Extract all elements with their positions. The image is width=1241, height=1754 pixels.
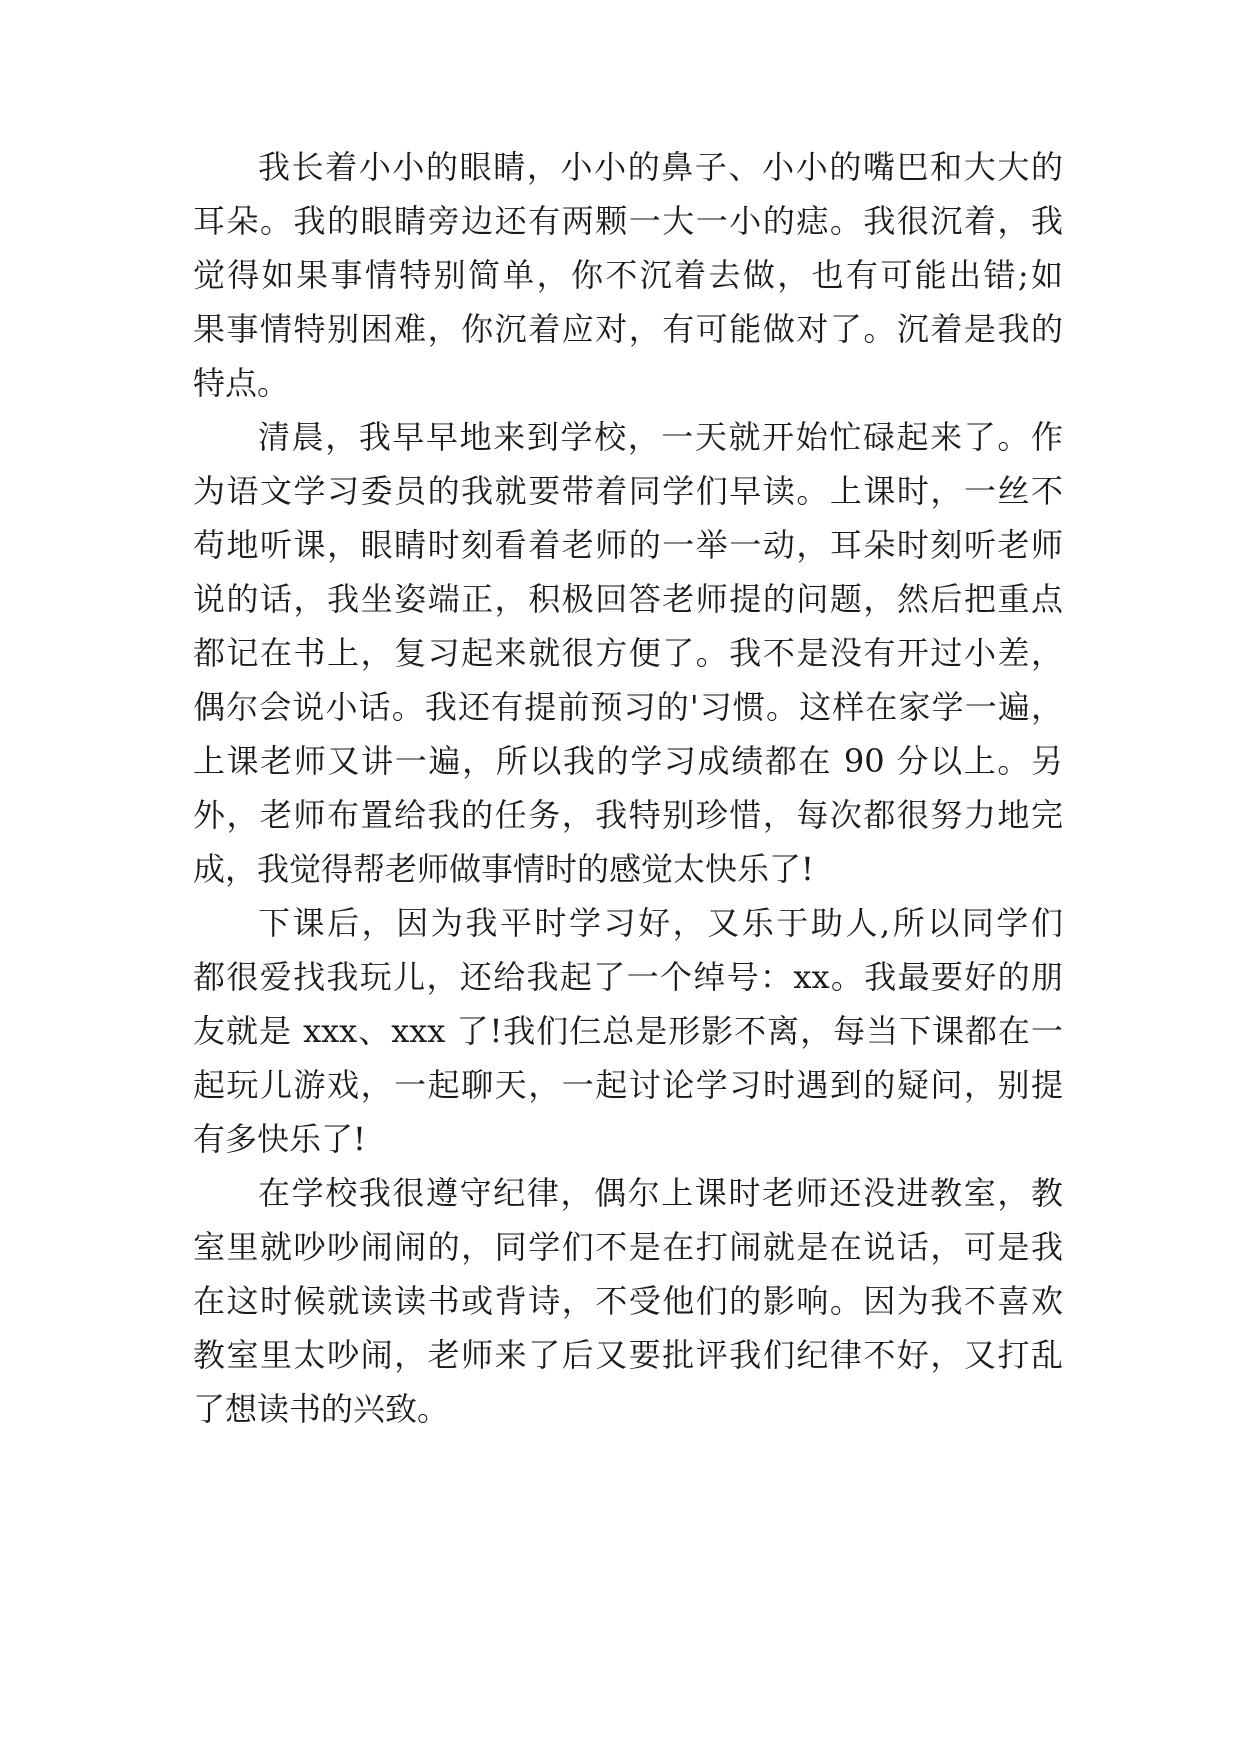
text-line: 都很爱找我玩儿，还给我起了一个绰号：xx。我最要好的朋 (193, 958, 1063, 996)
text-line: 清晨，我早早地来到学校，一天就开始忙碌起来了。作 (258, 418, 1063, 456)
text-line: 说的话，我坐姿端正，积极回答老师提的问题，然后把重点 (193, 580, 1063, 618)
text-line: 有多快乐了! (193, 1120, 366, 1158)
text-line: 为语文学习委员的我就要带着同学们早读。上课时，一丝不 (193, 472, 1063, 510)
text-line: 外，老师布置给我的任务，我特别珍惜，每次都很努力地完 (193, 796, 1063, 834)
text-line: 特点。 (193, 364, 290, 402)
text-line: 都记在书上，复习起来就很方便了。我不是没有开过小差， (193, 634, 1063, 672)
text-line: 觉得如果事情特别简单，你不沉着去做，也有可能出错;如 (193, 256, 1063, 294)
text-line: 起玩儿游戏，一起聊天，一起讨论学习时遇到的疑问，别提 (193, 1066, 1063, 1104)
text-line: 果事情特别困难，你沉着应对，有可能做对了。沉着是我的 (193, 310, 1063, 348)
text-line: 耳朵。我的眼睛旁边还有两颗一大一小的痣。我很沉着，我 (193, 202, 1063, 240)
text-line: 室里就吵吵闹闹的，同学们不是在打闹就是在说话，可是我 (193, 1228, 1063, 1266)
text-line: 教室里太吵闹，老师来了后又要批评我们纪律不好，又打乱 (193, 1336, 1063, 1374)
text-line: 偶尔会说小话。我还有提前预习的'习惯。这样在家学一遍， (193, 688, 1063, 726)
text-line: 我长着小小的眼睛，小小的鼻子、小小的嘴巴和大大的 (258, 148, 1063, 186)
text-line: 在这时候就读读书或背诗，不受他们的影响。因为我不喜欢 (193, 1282, 1063, 1320)
text-line: 了想读书的兴致。 (193, 1390, 450, 1428)
text-line: 友就是 xxx、xxx 了!我们仨总是形影不离，每当下课都在一 (193, 1012, 1063, 1050)
text-line: 苟地听课，眼睛时刻看着老师的一举一动，耳朵时刻听老师 (193, 526, 1063, 564)
text-line: 在学校我很遵守纪律，偶尔上课时老师还没进教室，教 (258, 1174, 1063, 1212)
text-line: 成，我觉得帮老师做事情时的感觉太快乐了! (193, 850, 814, 888)
text-line: 下课后，因为我平时学习好，又乐于助人,所以同学们 (258, 904, 1063, 942)
text-line: 上课老师又讲一遍，所以我的学习成绩都在 90 分以上。另 (193, 742, 1063, 780)
